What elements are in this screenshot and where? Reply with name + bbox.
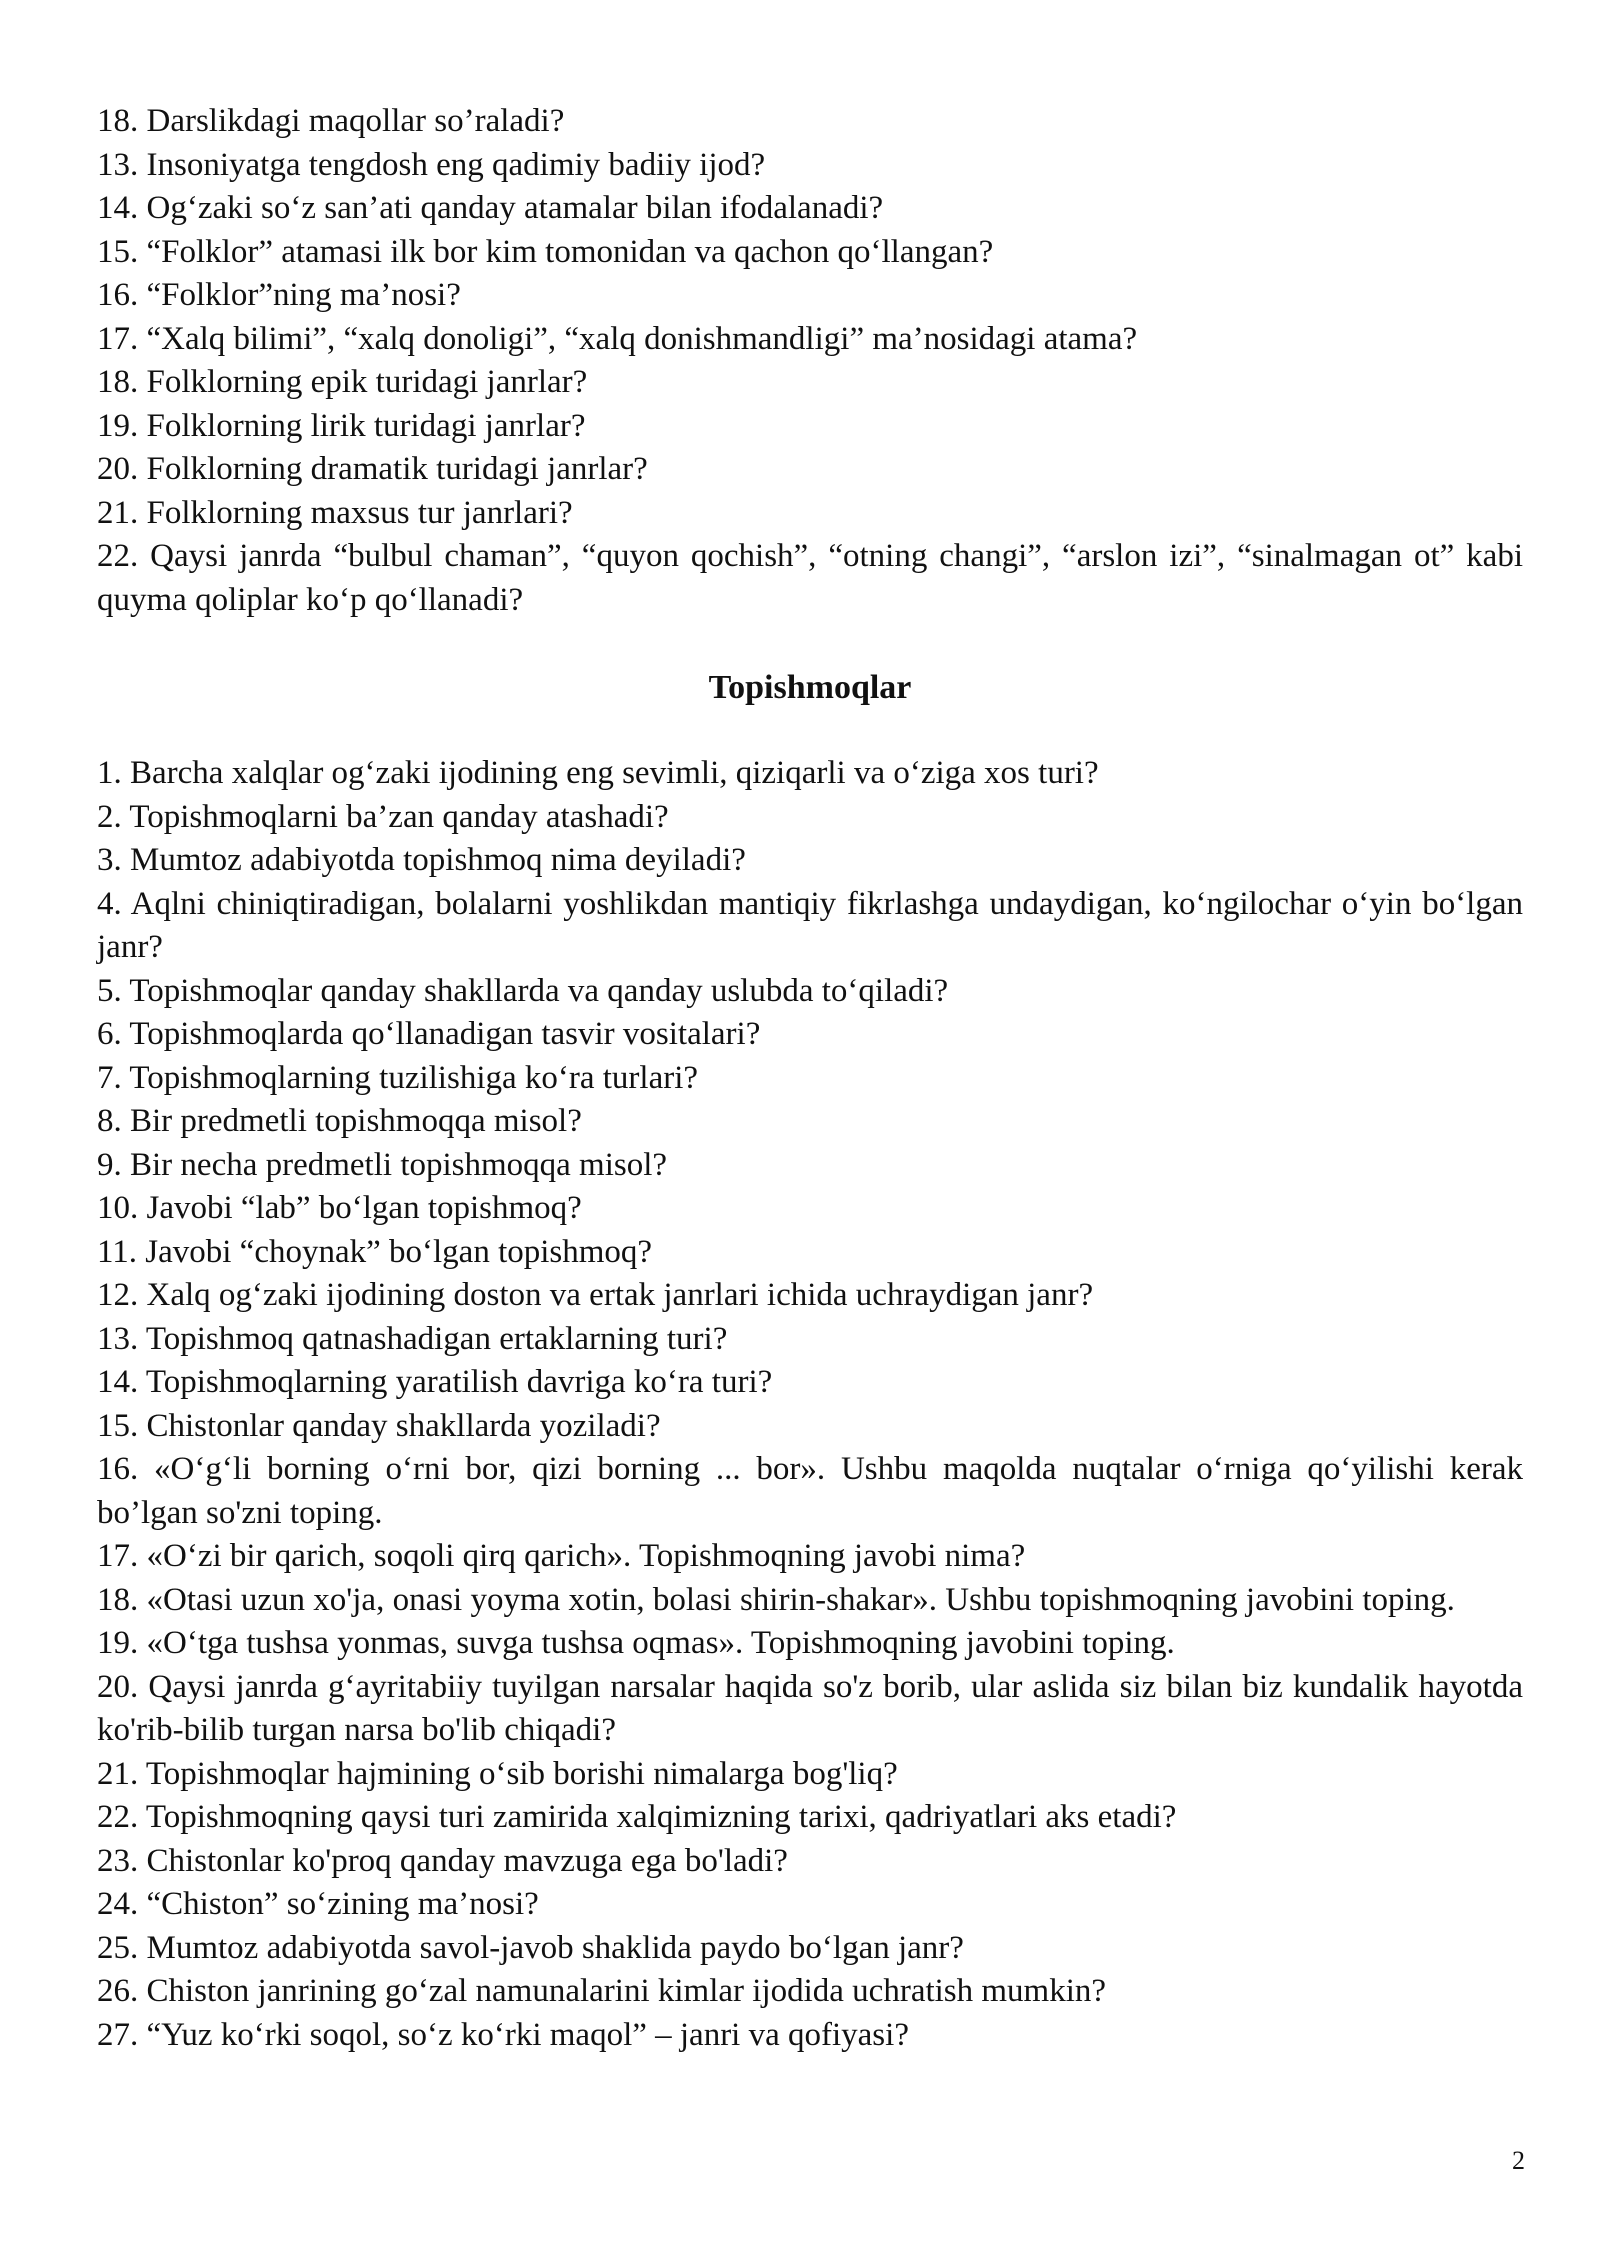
page-number: 2	[1512, 2146, 1525, 2175]
list-item: 20. Folklorning dramatik turidagi janrlar?	[97, 451, 648, 487]
list-item: 15. Chistonlar qanday shakllarda yoziladi?	[97, 1407, 661, 1444]
list-item: 4. Aqlni chiniqtiradigan, bolalarni yoshlikdan mantiqiy fikrlashga undaydigan, ko‘ngilochar o‘yin bo‘lgan janr?	[97, 885, 1523, 965]
list-item: 15. “Folklor” atamasi ilk bor kim tomonidan va qachon qo‘llangan?	[97, 233, 994, 270]
list-item: 22. Topishmoqning qaysi turi zamirida xalqimizning tarixi, qadriyatlari aks etadi?	[97, 1799, 1177, 1835]
section-heading: Topishmoqlar	[708, 669, 912, 706]
list-item: 18. «Otasi uzun xo'ja, onasi yoyma xotin, bolasi shirin-shakar». Ushbu topishmoqning javobini toping.	[97, 1581, 1455, 1618]
list-item: 12. Xalq og‘zaki ijodining doston va ertak janrlari ichida uchraydigan janr?	[97, 1277, 1094, 1313]
list-item: 13. Insoniyatga tengdosh eng qadimiy badiiy ijod?	[97, 146, 766, 183]
list-item: 25. Mumtoz adabiyotda savol-javob shaklida paydo bo‘lgan janr?	[97, 1929, 964, 1966]
list-item: 7. Topishmoqlarning tuzilishiga ko‘ra turlari?	[97, 1059, 699, 1096]
list-item: 11. Javobi “choynak” bo‘lgan topishmoq?	[97, 1233, 653, 1270]
list-item: 18. Darslikdagi maqollar so’raladi?	[97, 103, 565, 139]
list-item: 9. Bir necha predmetli topishmoqqa misol?	[97, 1146, 668, 1183]
list-item: 19. Folklorning lirik turidagi janrlar?	[97, 407, 586, 444]
list-item: 22. Qaysi janrda “bulbul chaman”, “quyon qochish”, “otning changi”, “arslon izi”, “sinalmagan ot” kabi quyma qoliplar ko‘p qo‘llanadi?	[97, 538, 1523, 618]
list-item: 10. Javobi “lab” bo‘lgan topishmoq?	[97, 1190, 582, 1226]
list-item: 2. Topishmoqlarni ba’zan qanday atashadi?	[97, 798, 669, 835]
question-list-folklor	[97, 100, 1523, 622]
list-item: 8. Bir predmetli topishmoqqa misol?	[97, 1103, 582, 1139]
list-item: 14. Topishmoqlarning yaratilish davriga ko‘ra turi?	[97, 1364, 773, 1400]
list-item: 6. Topishmoqlarda qo‘llanadigan tasvir vositalari?	[97, 1016, 761, 1052]
list-item: 26. Chiston janrining go‘zal namunalarini kimlar ijodida uchratish mumkin?	[97, 1973, 1107, 2009]
list-item: 27. “Yuz ko‘rki soqol, so‘z ko‘rki maqol” – janri va qofiyasi?	[97, 2016, 909, 2053]
list-item: 13. Topishmoq qatnashadigan ertaklarning turi?	[97, 1320, 728, 1357]
list-item: 19. «O‘tga tushsa yonmas, suvga tushsa oqmas». Topishmoqning javobini toping.	[97, 1625, 1175, 1661]
list-item: 21. Folklorning maxsus tur janrlari?	[97, 494, 573, 531]
list-item: 17. «O‘zi bir qarich, soqoli qirq qarich». Topishmoqning javobi nima?	[97, 1538, 1026, 1574]
list-item: 3. Mumtoz adabiyotda topishmoq nima deyiladi?	[97, 842, 746, 878]
list-item: 14. Og‘zaki so‘z san’ati qanday atamalar bilan ifodalanadi?	[97, 190, 884, 226]
list-item: 1. Barcha xalqlar og‘zaki ijodining eng sevimli, qiziqarli va o‘ziga xos turi?	[97, 755, 1099, 791]
list-item: 24. “Chiston” so‘zining ma’nosi?	[97, 1886, 539, 1922]
list-item: 17. “Xalq bilimi”, “xalq donoligi”, “xalq donishmandligi” ma’nosidagi atama?	[97, 320, 1138, 357]
list-item: 21. Topishmoqlar hajmining o‘sib borishi nimalarga bog'liq?	[97, 1755, 898, 1792]
list-item: 23. Chistonlar ko'proq qanday mavzuga ega bo'ladi?	[97, 1842, 788, 1879]
list-item: 5. Topishmoqlar qanday shakllarda va qanday uslubda to‘qiladi?	[97, 972, 949, 1009]
list-item: 20. Qaysi janrda g‘ayritabiiy tuyilgan narsalar haqida so'z borib, ular aslida siz bilan biz kundalik hayotda ko'rib-bilib turgan narsa bo'lib chiqadi?	[97, 1668, 1523, 1748]
document-page	[97, 100, 1523, 2057]
list-item: 18. Folklorning epik turidagi janrlar?	[97, 364, 588, 400]
question-list-topishmoqlar	[97, 752, 1523, 2057]
list-item: 16. «O‘g‘li borning o‘rni bor, qizi borning ... bor». Ushbu maqolda nuqtalar o‘rniga qo‘yilishi kerak bo’lgan so'zni toping.	[97, 1451, 1523, 1531]
list-item: 16. “Folklor”ning ma’nosi?	[97, 277, 461, 313]
